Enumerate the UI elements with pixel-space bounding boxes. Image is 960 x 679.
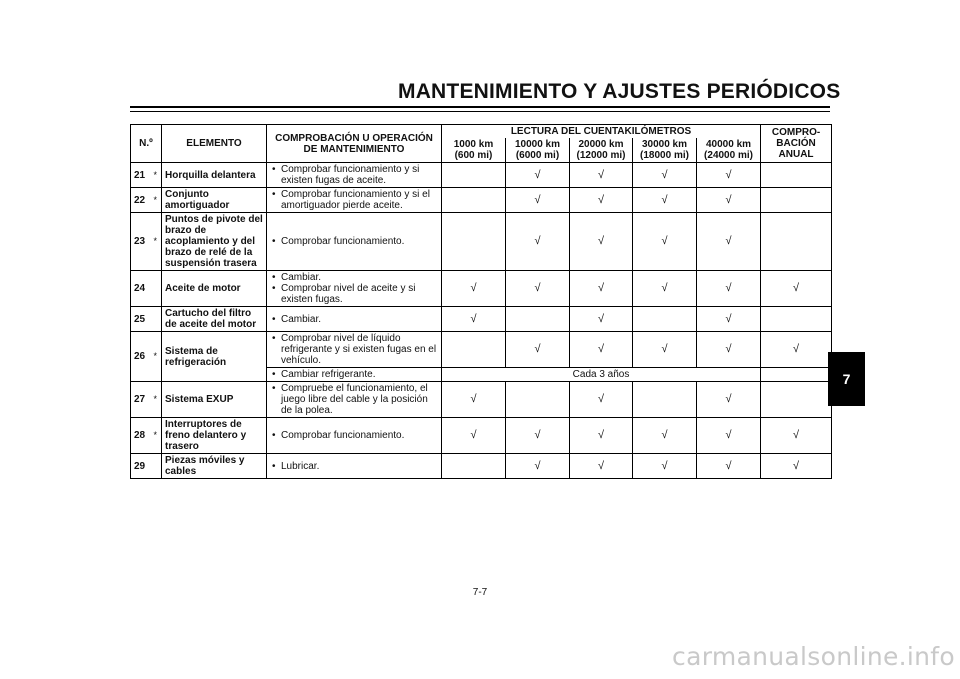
row-number: 23 bbox=[131, 213, 150, 271]
row-star-marker: * bbox=[150, 382, 162, 418]
row-operation bbox=[267, 454, 442, 479]
empty-cell bbox=[442, 188, 506, 213]
check-mark: √ bbox=[633, 213, 697, 271]
empty-cell bbox=[442, 454, 506, 479]
empty-cell bbox=[633, 307, 697, 332]
check-mark: √ bbox=[442, 418, 506, 454]
table-row bbox=[131, 382, 832, 418]
table-row bbox=[131, 307, 832, 332]
check-mark: √ bbox=[442, 382, 506, 418]
row-star-marker: * bbox=[150, 188, 162, 213]
row-element: Sistema de refrigeración bbox=[162, 332, 267, 382]
row-star-marker bbox=[150, 307, 162, 332]
check-mark: √ bbox=[506, 188, 570, 213]
check-mark: √ bbox=[633, 271, 697, 307]
check-mark: √ bbox=[570, 307, 633, 332]
header-km-value: 40000 km bbox=[705, 139, 752, 150]
table-body bbox=[131, 163, 832, 479]
row-operation bbox=[267, 213, 442, 271]
row-operation bbox=[267, 418, 442, 454]
annual-check-mark: √ bbox=[761, 454, 832, 479]
title-rule-thick bbox=[130, 106, 830, 108]
chapter-tab: 7 bbox=[828, 352, 865, 406]
row-element: Aceite de motor bbox=[162, 271, 267, 307]
operation-bullet: • Comprobar nivel de aceite y si existen fugas. bbox=[270, 283, 438, 305]
row-element: Sistema EXUP bbox=[162, 382, 267, 418]
check-mark: √ bbox=[570, 213, 633, 271]
row-number: 26 bbox=[131, 332, 150, 382]
row-star-marker: * bbox=[150, 213, 162, 271]
row-star-marker: * bbox=[150, 418, 162, 454]
annual-check-mark: √ bbox=[761, 271, 832, 307]
row-star-marker: * bbox=[150, 332, 162, 382]
page-number: 7-7 bbox=[472, 587, 488, 598]
row-star-marker bbox=[150, 271, 162, 307]
header-odometer: LECTURA DEL CUENTAKILÓMETROS bbox=[442, 125, 761, 139]
check-mark: √ bbox=[442, 271, 506, 307]
header-km-value: 1000 km bbox=[453, 139, 494, 150]
header-km-1 bbox=[442, 138, 506, 163]
check-mark: √ bbox=[506, 163, 570, 188]
header-annual: COMPRO-BACIÓN ANUAL bbox=[761, 125, 832, 163]
annual-cell bbox=[761, 188, 832, 213]
header-mi-value: (600 mi) bbox=[454, 150, 493, 161]
header-km-value: 10000 km bbox=[514, 139, 561, 150]
empty-cell bbox=[442, 163, 506, 188]
page-title: MANTENIMIENTO Y AJUSTES PERIÓDICOS bbox=[398, 80, 841, 103]
check-mark: √ bbox=[633, 163, 697, 188]
row-star-marker: * bbox=[150, 163, 162, 188]
row-element: Puntos de pivote del brazo de acoplamiento y del brazo de relé de la suspensión trasera bbox=[162, 213, 267, 271]
row-element: Horquilla delantera bbox=[162, 163, 267, 188]
check-mark: √ bbox=[506, 418, 570, 454]
header-km-3 bbox=[570, 138, 633, 163]
row-number: 21 bbox=[131, 163, 150, 188]
check-mark: √ bbox=[570, 163, 633, 188]
header-mi-value: (24000 mi) bbox=[704, 150, 753, 161]
table-row bbox=[131, 188, 832, 213]
table-row bbox=[131, 454, 832, 479]
operation-bullet: • Cambiar. bbox=[270, 272, 438, 283]
header-number: N.º bbox=[131, 125, 162, 163]
maintenance-table bbox=[130, 124, 832, 479]
operation-bullet: • Compruebe el funcionamiento, el juego libre del cable y la posición de la polea. bbox=[270, 383, 438, 416]
annual-cell bbox=[761, 213, 832, 271]
check-mark: √ bbox=[570, 382, 633, 418]
check-mark: √ bbox=[570, 271, 633, 307]
operation-bullet: • Lubricar. bbox=[270, 461, 438, 472]
row-operation bbox=[267, 368, 442, 382]
check-mark: √ bbox=[697, 454, 761, 479]
row-number: 28 bbox=[131, 418, 150, 454]
row-operation bbox=[267, 332, 442, 368]
row-operation bbox=[267, 307, 442, 332]
row-number: 25 bbox=[131, 307, 150, 332]
header-mi-value: (12000 mi) bbox=[576, 150, 626, 161]
check-mark: √ bbox=[442, 307, 506, 332]
empty-cell bbox=[442, 332, 506, 368]
annual-cell bbox=[761, 163, 832, 188]
check-mark: √ bbox=[506, 454, 570, 479]
operation-bullet: • Cambiar refrigerante. bbox=[270, 369, 438, 380]
header-mi-value: (18000 mi) bbox=[640, 150, 689, 161]
check-mark: √ bbox=[697, 188, 761, 213]
check-mark: √ bbox=[570, 188, 633, 213]
empty-cell bbox=[442, 213, 506, 271]
row-operation bbox=[267, 382, 442, 418]
row-operation bbox=[267, 271, 442, 307]
header-element: ELEMENTO bbox=[162, 125, 267, 163]
table-row bbox=[131, 213, 832, 271]
header-operation: COMPROBACIÓN U OPERACIÓN DE MANTENIMIENTO bbox=[267, 125, 442, 163]
check-mark: √ bbox=[697, 163, 761, 188]
operation-bullet: • Comprobar funcionamiento. bbox=[270, 236, 438, 247]
check-mark: √ bbox=[697, 382, 761, 418]
operation-bullet: • Comprobar nivel de líquido refrigerante y si existen fugas en el vehículo. bbox=[270, 333, 438, 366]
interval-span: Cada 3 años bbox=[442, 368, 761, 382]
annual-check-mark: √ bbox=[761, 332, 832, 368]
empty-cell bbox=[506, 307, 570, 332]
header-km-4 bbox=[633, 138, 697, 163]
table-row bbox=[131, 271, 832, 307]
row-number: 27 bbox=[131, 382, 150, 418]
operation-bullet: • Comprobar funcionamiento. bbox=[270, 430, 438, 441]
check-mark: √ bbox=[570, 418, 633, 454]
row-element: Cartucho del filtro de aceite del motor bbox=[162, 307, 267, 332]
check-mark: √ bbox=[697, 418, 761, 454]
check-mark: √ bbox=[570, 454, 633, 479]
row-operation bbox=[267, 188, 442, 213]
check-mark: √ bbox=[633, 332, 697, 368]
check-mark: √ bbox=[697, 271, 761, 307]
table-row bbox=[131, 332, 832, 368]
empty-cell bbox=[506, 382, 570, 418]
row-element: Conjunto amortiguador bbox=[162, 188, 267, 213]
table-row bbox=[131, 418, 832, 454]
header-mi-value: (6000 mi) bbox=[515, 150, 560, 161]
check-mark: √ bbox=[633, 188, 697, 213]
header-km-value: 30000 km bbox=[641, 139, 688, 150]
operation-bullet: • Cambiar. bbox=[270, 314, 438, 325]
operation-bullet: • Comprobar funcionamiento y si existen fugas de aceite. bbox=[270, 164, 438, 186]
empty-cell bbox=[633, 382, 697, 418]
annual-cell bbox=[761, 368, 832, 382]
header-row-top bbox=[131, 125, 832, 139]
row-element: Piezas móviles y cables bbox=[162, 454, 267, 479]
title-rule-thin bbox=[130, 111, 830, 112]
check-mark: √ bbox=[506, 332, 570, 368]
check-mark: √ bbox=[697, 213, 761, 271]
row-number: 29 bbox=[131, 454, 150, 479]
check-mark: √ bbox=[697, 307, 761, 332]
check-mark: √ bbox=[506, 213, 570, 271]
row-element: Interruptores de freno delantero y trasero bbox=[162, 418, 267, 454]
check-mark: √ bbox=[570, 332, 633, 368]
row-number: 24 bbox=[131, 271, 150, 307]
row-operation bbox=[267, 163, 442, 188]
check-mark: √ bbox=[506, 271, 570, 307]
check-mark: √ bbox=[633, 418, 697, 454]
header-km-2 bbox=[506, 138, 570, 163]
watermark: carmanualsonline.info bbox=[672, 642, 955, 671]
annual-check-mark: √ bbox=[761, 418, 832, 454]
annual-cell bbox=[761, 307, 832, 332]
annual-cell bbox=[761, 382, 832, 418]
check-mark: √ bbox=[633, 454, 697, 479]
row-number: 22 bbox=[131, 188, 150, 213]
check-mark: √ bbox=[697, 332, 761, 368]
header-km-5 bbox=[697, 138, 761, 163]
table-row bbox=[131, 163, 832, 188]
operation-bullet: • Comprobar funcionamiento y si el amortiguador pierde aceite. bbox=[270, 189, 438, 211]
row-star-marker bbox=[150, 454, 162, 479]
header-km-value: 20000 km bbox=[578, 139, 624, 150]
